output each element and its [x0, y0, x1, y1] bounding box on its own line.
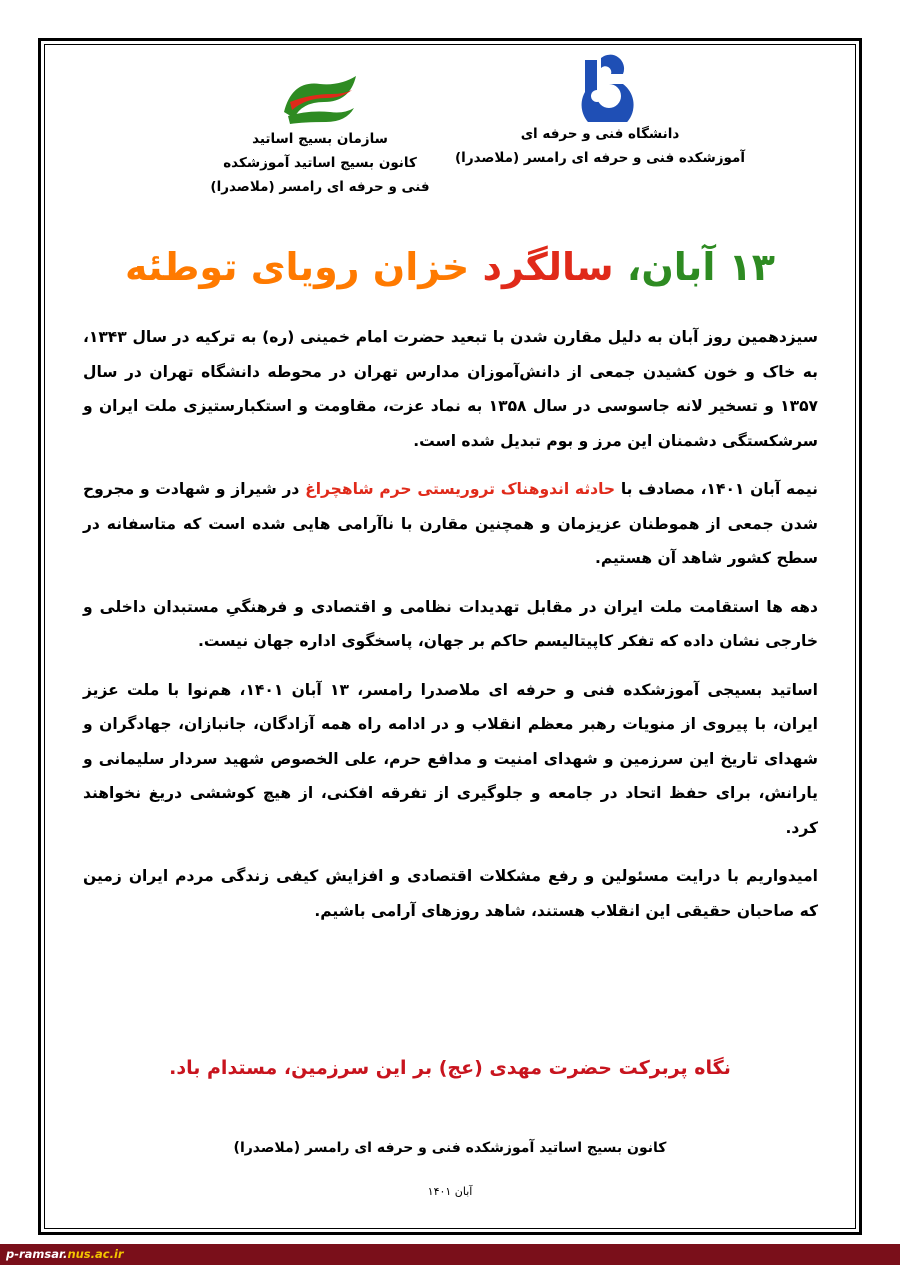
basij-center-name: کانون بسیج اساتید آموزشکده: [223, 155, 417, 171]
paragraph-3: دهه ها استقامت ملت ایران در مقابل تهدیدات نظامی و اقتصادی و فرهنگیِ مستبدان داخلی و خارجی نشان داده که تفکر کاپیتالیسم حاکم بر جهان، پاسخگوی اداره جهان نیست.: [83, 597, 818, 650]
basij-college-name: فنی و حرفه ای رامسر (ملاصدرا): [210, 179, 430, 195]
page-title: [60, 232, 840, 302]
basij-block: [170, 72, 470, 199]
paragraph-2: نیمه آبان ۱۴۰۱، مصادف با حادثه اندوهناک تروریستی حرم شاهچراغ در شیراز و شهادت و مجروح شدن جمعی از هموطنان عزیزمان و همچنین مقارن با ناآرامی هایی شده است که متاسفانه در سطح کشور شاهد آن هستیم.: [83, 480, 818, 567]
paragraph-4: اساتید بسیجی آموزشکده فنی و حرفه ای ملاصدرا رامسر، ۱۳ آبان ۱۴۰۱، هم‌نوا با ملت عزیز ایران، با پیروی از منویات رهبر معظم انقلاب و در ادامه راه همه آزادگان، جانبازان، جهادگران و شهدای تاریخ این سرزمین و شهدای امنیت و مدافع حرم، علی الخصوص شهید سردار سلیمانی و یارانش، برای حفظ اتحاد در جامعه و جلوگیری از تفرقه افکنی، از هیچ کوششی دریغ نخواهند کرد.: [83, 680, 818, 837]
title-part-subject: خزان رویای توطئه: [125, 245, 470, 289]
technical-vocational-university-logo-icon: [565, 52, 635, 122]
issue-date: آبان ۱۴۰۱: [427, 1185, 473, 1198]
statement-body: [83, 320, 818, 942]
university-block: [430, 52, 770, 170]
paragraph-1: سیزدهمین روز آبان به دلیل مقارن شدن با تبعید حضرت امام خمینی (ره) به ترکیه در سال ۱۳۴۳، به خاک و خون کشیدن جمعی از دانش‌آموزان مدارس تهران در محوطه دانشگاه تهران در سال ۱۳۵۷ و تسخیر لانه جاسوسی در سال ۱۳۵۸ به نماد عزت، مقاومت و استکبارستیزی ملت ایران و سرشکستگی دشمنان این مرز و بوم تبدیل شده است.: [83, 328, 818, 450]
highlight-shahcheragh: حادثه اندوهناک تروریستی حرم شاهچراغ: [305, 480, 616, 498]
paragraph-5: امیدواریم با درایت مسئولین و رفع مشکلات اقتصادی و افزایش کیفی زندگی مردم ایران زمین که صاحبان حقیقی این انقلاب هستند، شاهد روزهای آرامی باشیم.: [83, 867, 818, 920]
signature: کانون بسیج اساتید آموزشکده فنی و حرفه ای رامسر (ملاصدرا): [233, 1140, 667, 1156]
college-name: آموزشکده فنی و حرفه ای رامسر (ملاصدرا): [455, 150, 745, 166]
basij-professors-logo-icon: [280, 72, 360, 127]
title-part-anniversary: سالگرد: [482, 245, 614, 289]
footer-site-link[interactable]: p-ramsar.nus.ac.ir: [0, 1244, 118, 1265]
footer-bar: [0, 1244, 900, 1265]
closing-line: نگاه پربرکت حضرت مهدی (عج) بر این سرزمین، مستدام باد.: [169, 1057, 731, 1079]
basij-org-name: سازمان بسیج اساتید: [252, 131, 388, 147]
title-part-date: ۱۳ آبان،: [626, 245, 775, 289]
university-name: دانشگاه فنی و حرفه ای: [520, 126, 680, 142]
letterhead: [60, 52, 840, 222]
